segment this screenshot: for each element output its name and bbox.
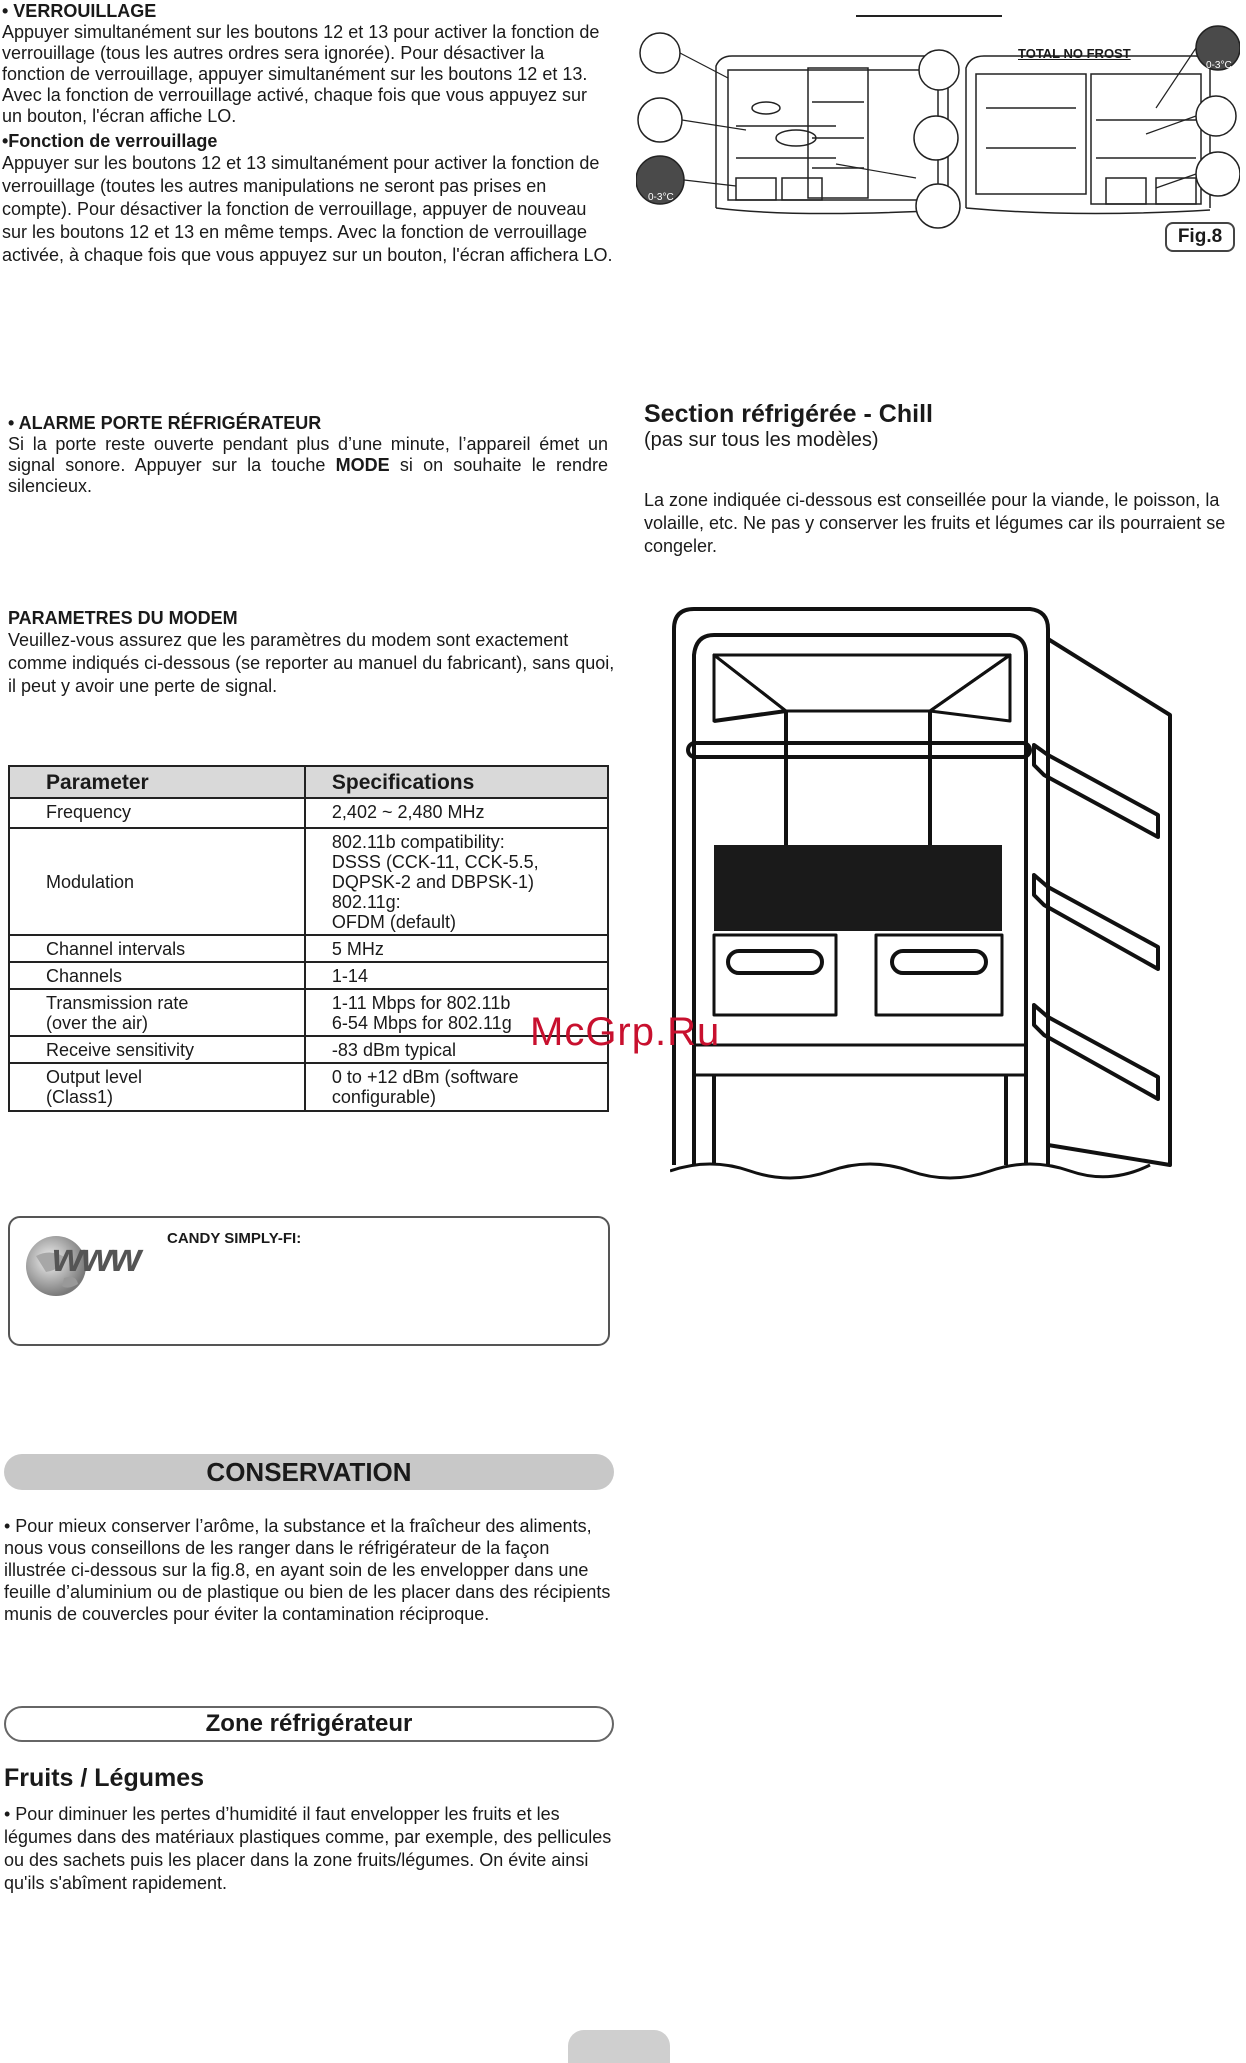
table-cell-specification: 802.11b compatibility: DSSS (CCK-11, CCK-5.5, DQPSK-2 and DBPSK-1) 802.11g: OFDM (default) [305,828,608,935]
table-row [9,962,608,989]
fig8-illustration [636,8,1240,258]
table-row [9,1036,608,1063]
modem-spec-table [8,765,609,1112]
modem-section [8,607,616,698]
zone-refrigerateur-header [4,1706,614,1742]
table-header-specifications: Specifications [305,766,608,798]
page-number-tab [568,2030,670,2063]
mode-key: MODE [335,455,390,475]
chill-fridge-illustration [670,605,1180,1183]
table-row [9,828,608,935]
alarme-title: • ALARME PORTE RÉFRIGÉRATEUR [8,413,322,433]
table-header-parameter: Parameter [9,766,305,798]
chill-subtitle: (pas sur tous les modèles) [644,429,879,451]
table-cell-parameter: Output level (Class1) [9,1063,305,1111]
chill-title: Section réfrigérée - Chill [644,400,933,428]
table-row [9,935,608,962]
conservation-header [4,1454,614,1490]
table-row [9,1063,608,1111]
table-cell-parameter: Channels [9,962,305,989]
candy-simply-fi-box [8,1216,610,1346]
fig8-label: Fig.8 [1165,222,1235,252]
chill-body: La zone indiquée ci-dessous est conseillée pour la viande, le poisson, la volaille, etc. Ne pas y conserver les fruits et légumes car ils pourraient se congeler. [644,490,1226,556]
table-header-row [9,766,608,798]
table-cell-parameter: Modulation [9,828,305,935]
fruits-legumes-body: • Pour diminuer les pertes d’humidité il faut envelopper les fruits et les légumes dans des matériaux plastiques comme, par exemple, des pellicules ou des sachets puis les placer dans la zone fruits/légumes. On évite ainsi qu'ils s'abîment rapidement. [4,1804,612,1893]
table-cell-parameter: Transmission rate (over the air) [9,989,305,1036]
chill-section [644,400,1244,558]
temp-label-right: 0-3°C [1206,60,1232,71]
fonction-verrouillage-body: Appuyer sur les boutons 12 et 13 simultanément pour activer la fonction de verrouillage (toutes les autres manipulations ne seront pas prises en compte). Pour désactiver la fonction de verrouillage, appuyer de nouveau sur les boutons 12 et 13 en même temps. Avec la fonction de verrouillage activée, à chaque fois que vous appuyez sur un bouton, l'écran affichera LO. [2,153,613,265]
table-cell-specification: 1-11 Mbps for 802.11b 6-54 Mbps for 802.11g [305,989,608,1036]
table-row [9,989,608,1036]
conservation-section [4,1515,614,1625]
watermark-text: McGrp.Ru [530,1010,721,1054]
table-row [9,798,608,828]
total-no-frost-label: TOTAL NO FROST [1018,46,1131,61]
fruits-legumes-section [4,1764,614,1895]
conservation-body: • Pour mieux conserver l’arôme, la substance et la fraîcheur des aliments, nous vous conseillons de les ranger dans le réfrigérateur de la façon illustrée ci-dessous sur la fig.8, en ayant soin de les envelopper dans une feuille d’aluminium ou de plastique ou bien de les placer dans des récipients munis de couvercles pour éviter la contamination réciproque. [4,1516,611,1624]
conservation-title: CONSERVATION [206,1457,412,1487]
alarme-body: Si la porte reste ouverte pendant plus d’une minute, l’appareil émet un signal sonore. Appuyer sur la touche MODE si on souhaite le rendre silencieux. [8,434,608,496]
fruits-legumes-title: Fruits / Légumes [4,1764,205,1792]
fridge-storage-diagram [636,8,1240,258]
modem-body: Veuillez-vous assurez que les paramètres du modem sont exactement comme indiqués ci-dessous (se reporter au manuel du fabricant), sans quoi, il peut y avoir une perte de signal. [8,630,615,696]
verrouillage-section [2,0,612,127]
chill-zone-fill [714,845,1002,931]
fonction-verrouillage-section [2,130,616,267]
alarme-section [8,412,608,497]
table-cell-specification: 5 MHz [305,935,608,962]
table-cell-parameter: Frequency [9,798,305,828]
www-logo-text: www [52,1236,140,1280]
table-cell-specification: 2,402 ~ 2,480 MHz [305,798,608,828]
verrouillage-title: • VERROUILLAGE [2,1,157,21]
modem-title: PARAMETRES DU MODEM [8,608,238,628]
table-cell-specification: 1-14 [305,962,608,989]
table-cell-specification: 0 to +12 dBm (software configurable) [305,1063,608,1111]
temp-label-left: 0-3°C [648,192,674,203]
table-cell-specification: -83 dBm typical [305,1036,608,1063]
table-cell-parameter: Channel intervals [9,935,305,962]
fonction-verrouillage-title: •Fonction de verrouillage [2,131,218,151]
table-body [9,798,608,1111]
table-cell-parameter: Receive sensitivity [9,1036,305,1063]
fridge-open-door-diagram [670,605,1180,1183]
www-globe-icon [16,1226,166,1302]
zone-refrigerateur-title: Zone réfrigérateur [205,1710,413,1737]
candy-simply-fi-label: CANDY SIMPLY-FI: [167,1230,302,1247]
verrouillage-body: Appuyer simultanément sur les boutons 12 et 13 pour activer la fonction de verrouillage (tous les autres ordres sera ignorée). Pour désactiver la fonction de verrouillage, appuyer simultanément sur les boutons 12 et 13. Avec la fonction de verrouillage activé, chaque fois que vous appuyez sur un bouton, l'écran affiche LO. [2,22,600,126]
